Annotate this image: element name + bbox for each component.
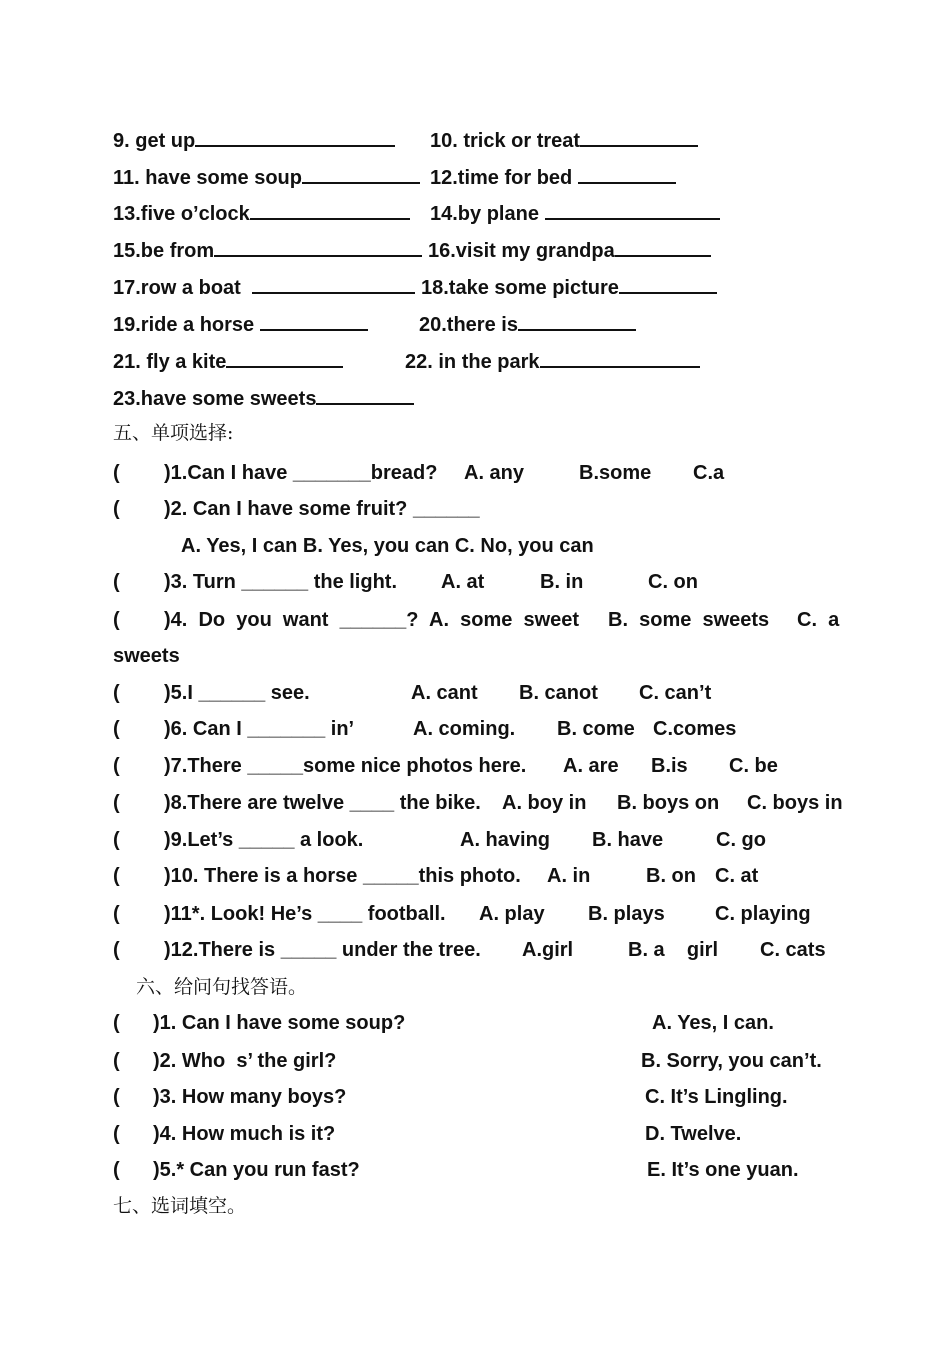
answer-paren: ( <box>113 1123 120 1145</box>
option-a: A. some sweet <box>429 609 580 631</box>
option-c: C. can’t <box>639 682 712 704</box>
option-c: C. boys in <box>747 792 843 814</box>
question-text: )3. How many boys? <box>153 1086 347 1108</box>
answer-blank <box>518 313 636 331</box>
answer-paren: ( <box>113 903 120 925</box>
answer-option: D. Twelve. <box>645 1123 742 1145</box>
phrase-right: 10. trick or treat <box>430 130 581 152</box>
phrase-row <box>113 129 395 153</box>
phrase-row <box>113 387 414 411</box>
answer-paren: ( <box>113 1159 120 1181</box>
phrase-right: 12.time for bed <box>430 167 573 189</box>
option-c: C.comes <box>653 718 737 740</box>
phrase-right: 16.visit my grandpa <box>428 240 615 262</box>
section-heading: 七、选词填空。 <box>113 1195 247 1217</box>
answer-paren: ( <box>113 718 120 740</box>
phrase-left: 13.five o’clock <box>113 203 250 225</box>
answer-blank <box>580 129 698 147</box>
answer-paren: ( <box>113 865 120 887</box>
phrase-row <box>113 276 415 300</box>
question-text: )4. How much is it? <box>153 1123 336 1145</box>
answer-blank <box>250 202 410 220</box>
section-heading: 五、单项选择: <box>113 422 234 444</box>
answer-option: A. Yes, I can. <box>652 1012 774 1034</box>
phrase-row <box>421 276 717 300</box>
option-b: B.is <box>651 755 688 777</box>
option-c: C. a <box>797 609 840 631</box>
answer-blank <box>214 239 422 257</box>
answer-paren: ( <box>113 829 120 851</box>
options-row: A. Yes, I can B. Yes, you can C. No, you can <box>181 535 594 557</box>
question-text: )11*. Look! He’s ____ football. <box>164 903 446 925</box>
option-a: A. at <box>441 571 485 593</box>
phrase-right: 18.take some picture <box>421 277 619 299</box>
phrase-right: 22. in the park <box>405 351 540 373</box>
phrase-row <box>113 239 422 263</box>
answer-blank <box>226 350 343 368</box>
phrase-row <box>405 350 700 374</box>
phrase-right: 14.by plane <box>430 203 539 225</box>
answer-paren: ( <box>113 571 120 593</box>
phrase-left: 23.have some sweets <box>113 388 317 410</box>
option-c: C.a <box>693 462 725 484</box>
question-text: )8.There are twelve ____ the bike. <box>164 792 481 814</box>
answer-paren: ( <box>113 462 120 484</box>
option-b: B. in <box>540 571 584 593</box>
question-text: )3. Turn ______ the light. <box>164 571 398 593</box>
question-text: )4. Do you want ______? <box>164 609 419 631</box>
phrase-left: 9. get up <box>113 130 196 152</box>
option-b: B. have <box>592 829 664 851</box>
question-text: )5.* Can you run fast? <box>153 1159 360 1181</box>
option-c: C. playing <box>715 903 811 925</box>
answer-blank <box>619 276 717 294</box>
phrase-left: 17.row a boat <box>113 277 241 299</box>
option-a: A.girl <box>522 939 574 961</box>
phrase-row <box>430 202 720 226</box>
option-b: B. come <box>557 718 635 740</box>
question-text: )2. Can I have some fruit? ______ <box>164 498 480 520</box>
phrase-row <box>430 166 676 190</box>
option-a: A. are <box>563 755 619 777</box>
answer-blank <box>252 276 415 294</box>
answer-paren: ( <box>113 1086 120 1108</box>
answer-blank <box>540 350 700 368</box>
question-continuation: sweets <box>113 645 180 667</box>
option-b: B. a girl <box>628 939 719 961</box>
question-text: )5.I ______ see. <box>164 682 310 704</box>
phrase-row <box>428 239 711 263</box>
answer-blank <box>302 166 420 184</box>
phrase-row <box>419 313 636 337</box>
answer-blank <box>260 313 368 331</box>
phrase-left: 19.ride a horse <box>113 314 255 336</box>
question-text: )1.Can I have _______bread? <box>164 462 438 484</box>
phrase-right: 20.there is <box>419 314 518 336</box>
option-a: A. cant <box>411 682 478 704</box>
option-c: C. cats <box>760 939 826 961</box>
answer-blank <box>316 387 414 405</box>
option-c: C. go <box>716 829 766 851</box>
option-c: C. be <box>729 755 778 777</box>
phrase-row <box>430 129 698 153</box>
question-text: )9.Let’s _____ a look. <box>164 829 364 851</box>
option-b: B. canot <box>519 682 598 704</box>
answer-blank <box>545 202 720 220</box>
answer-option: B. Sorry, you can’t. <box>641 1050 822 1072</box>
question-text: )7.There _____some nice photos here. <box>164 755 527 777</box>
answer-blank <box>195 129 395 147</box>
option-a: A. boy in <box>502 792 587 814</box>
phrase-left: 21. fly a kite <box>113 351 227 373</box>
option-a: A. any <box>464 462 525 484</box>
phrase-row <box>113 166 420 190</box>
answer-paren: ( <box>113 755 120 777</box>
option-b: B. boys on <box>617 792 720 814</box>
question-text: )12.There is _____ under the tree. <box>164 939 481 961</box>
option-a: A. play <box>479 903 545 925</box>
phrase-row <box>113 313 368 337</box>
answer-paren: ( <box>113 498 120 520</box>
phrase-row <box>113 350 343 374</box>
option-b: B. some sweets <box>608 609 770 631</box>
answer-paren: ( <box>113 609 120 631</box>
answer-blank <box>615 239 711 257</box>
option-c: C. on <box>648 571 698 593</box>
option-a: A. in <box>547 865 591 887</box>
option-b: B.some <box>579 462 652 484</box>
section-heading: 六、给问句找答语。 <box>136 976 308 998</box>
option-c: C. at <box>715 865 759 887</box>
phrase-row <box>113 202 410 226</box>
question-text: )10. There is a horse _____this photo. <box>164 865 521 887</box>
question-text: )1. Can I have some soup? <box>153 1012 406 1034</box>
answer-paren: ( <box>113 1050 120 1072</box>
question-text: )2. Who s’ the girl? <box>153 1050 337 1072</box>
answer-paren: ( <box>113 939 120 961</box>
phrase-left: 15.be from <box>113 240 215 262</box>
phrase-left: 11. have some soup <box>113 167 302 189</box>
option-b: B. on <box>646 865 696 887</box>
answer-blank <box>578 166 676 184</box>
answer-option: E. It’s one yuan. <box>647 1159 799 1181</box>
option-b: B. plays <box>588 903 665 925</box>
question-text: )6. Can I _______ in’ <box>164 718 355 740</box>
answer-paren: ( <box>113 1012 120 1034</box>
answer-option: C. It’s Lingling. <box>645 1086 788 1108</box>
option-a: A. having <box>460 829 551 851</box>
answer-paren: ( <box>113 682 120 704</box>
answer-paren: ( <box>113 792 120 814</box>
option-a: A. coming. <box>413 718 516 740</box>
